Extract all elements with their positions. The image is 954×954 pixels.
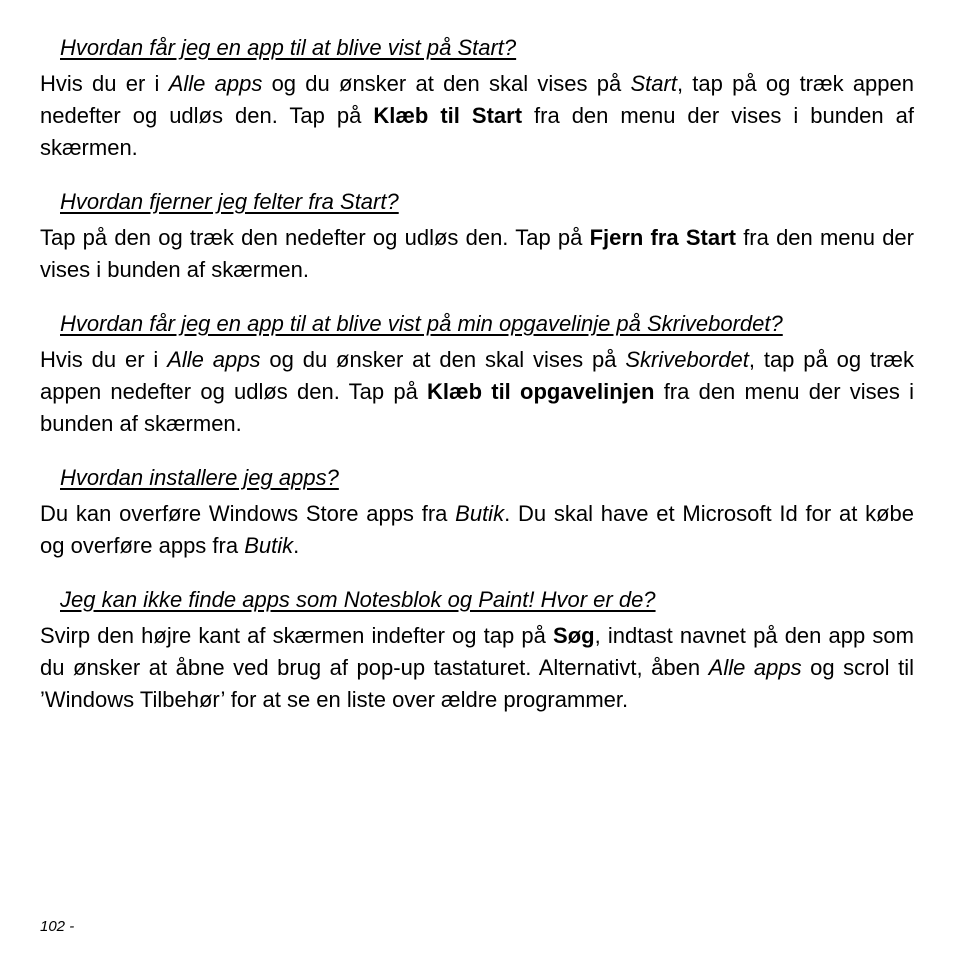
italic-term: Alle apps — [167, 347, 261, 372]
italic-term: Skrivebordet — [625, 347, 749, 372]
answer-text: og scrol til ’Windows Tilbehør’ for at se en liste over ældre programmer. — [40, 655, 914, 712]
faq-question: Hvordan får jeg en app til at blive vist på min opgavelinje på Skrivebordet? — [60, 311, 783, 336]
faq-answer — [40, 68, 914, 164]
answer-text: , tap på og træk appen nedefter og udløs den. Tap på — [40, 71, 914, 128]
faq-question: Hvordan får jeg en app til at blive vist på Start? — [60, 35, 517, 60]
answer-text: fra den menu der vises i bunden af skærmen. — [40, 225, 914, 282]
answer-text: og du ønsker at den skal vises på — [262, 71, 631, 96]
answer-text: , tap på og træk appen nedefter og udløs den. Tap på — [40, 347, 914, 404]
faq-section — [40, 186, 914, 286]
italic-term: Butik — [244, 533, 294, 558]
page-number: 102 - — [40, 918, 75, 935]
faq-page — [40, 32, 914, 738]
italic-term: Start — [630, 71, 677, 96]
bold-command: Søg — [553, 623, 595, 648]
faq-section — [40, 308, 914, 440]
answer-text: . — [293, 533, 300, 558]
answer-text: Tap på den og træk den nedefter og udløs den. Tap på — [40, 225, 590, 250]
italic-term: Butik — [455, 501, 505, 526]
answer-text: og du ønsker at den skal vises på — [260, 347, 626, 372]
faq-question: Hvordan fjerner jeg felter fra Start? — [60, 189, 399, 214]
answer-text: fra den menu der vises i bunden af skærmen. — [40, 379, 914, 436]
italic-term: Alle apps — [168, 71, 263, 96]
answer-text: . Du skal have et Microsoft Id for at købe og overføre apps fra — [40, 501, 914, 558]
faq-answer — [40, 222, 914, 286]
faq-answer — [40, 620, 914, 716]
answer-text: , indtast navnet på den app som du ønsker at åbne ved brug af pop-up tastaturet. Alternativt, åben — [40, 623, 914, 680]
faq-question: Hvordan installere jeg apps? — [60, 465, 339, 490]
answer-text: Du kan overføre Windows Store apps fra — [40, 501, 456, 526]
italic-term: Alle apps — [708, 655, 802, 680]
bold-command: Klæb til Start — [373, 103, 523, 128]
faq-answer — [40, 344, 914, 440]
answer-text: fra den menu der vises i bunden af skærmen. — [40, 103, 914, 160]
answer-text: Hvis du er i — [40, 347, 168, 372]
faq-section — [40, 32, 914, 164]
answer-text: Hvis du er i — [40, 71, 169, 96]
answer-text: Svirp den højre kant af skærmen indefter og tap på — [40, 623, 554, 648]
faq-section — [40, 584, 914, 716]
faq-answer — [40, 498, 914, 562]
faq-question: Jeg kan ikke finde apps som Notesblok og Paint! Hvor er de? — [60, 587, 656, 612]
faq-section — [40, 462, 914, 562]
bold-command: Klæb til opgavelinjen — [427, 379, 655, 404]
bold-command: Fjern fra Start — [589, 225, 736, 250]
